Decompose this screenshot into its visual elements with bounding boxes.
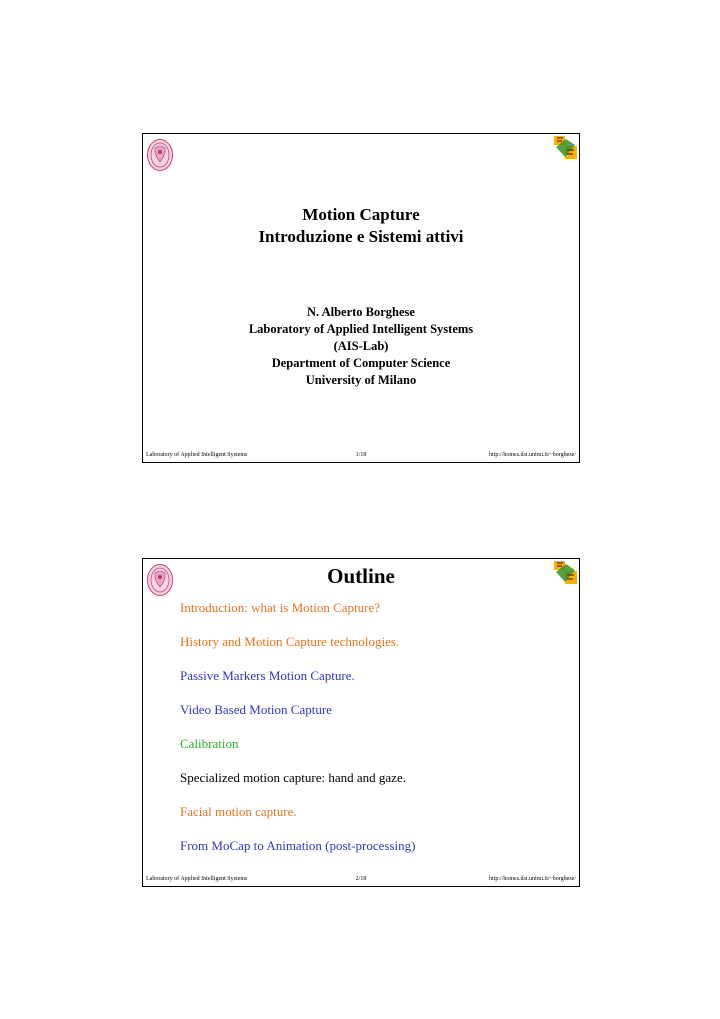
ais-lab-logo-icon (553, 135, 578, 160)
outline-list (180, 599, 569, 871)
author-info (143, 304, 579, 389)
lab-name: Laboratory of Applied Intelligent Systems (248, 322, 474, 336)
outline-item: Introduction: what is Motion Capture? (180, 600, 381, 615)
outline-item: From MoCap to Animation (post-processing) (180, 838, 416, 853)
footer-url: http://homes.dsi.unimi.it/~borghese/ (489, 452, 576, 458)
university-name: University of Milano (305, 373, 417, 387)
slide-footer (146, 874, 576, 884)
outline-item: Calibration (180, 736, 239, 751)
outline-item: Video Based Motion Capture (180, 702, 332, 717)
footer-lab: Laboratory of Applied Intelligent Systems (146, 876, 248, 882)
outline-item: Facial motion capture. (180, 804, 297, 819)
department-name: Department of Computer Science (271, 356, 451, 370)
page-number: 1/18 (355, 452, 367, 458)
slide-title (143, 204, 579, 248)
outline-item: Passive Markers Motion Capture. (180, 668, 355, 683)
university-seal-icon (146, 138, 174, 172)
footer-url: http://homes.dsi.unimi.it/~borghese/ (489, 876, 576, 882)
slide-1 (142, 133, 580, 463)
slide-2 (142, 558, 580, 887)
outline-title: Outline (327, 564, 395, 588)
title-line-2: Introduzione e Sistemi attivi (258, 227, 464, 246)
page-number: 2/18 (355, 876, 367, 882)
footer-lab: Laboratory of Applied Intelligent Systems (146, 452, 248, 458)
slide-footer (146, 450, 576, 460)
title-line-1: Motion Capture (302, 205, 420, 224)
outline-item: Specialized motion capture: hand and gaze. (180, 770, 406, 785)
outline-item: History and Motion Capture technologies. (180, 634, 400, 649)
lab-acronym: (AIS-Lab) (333, 339, 389, 353)
author-name: N. Alberto Borghese (307, 305, 415, 319)
